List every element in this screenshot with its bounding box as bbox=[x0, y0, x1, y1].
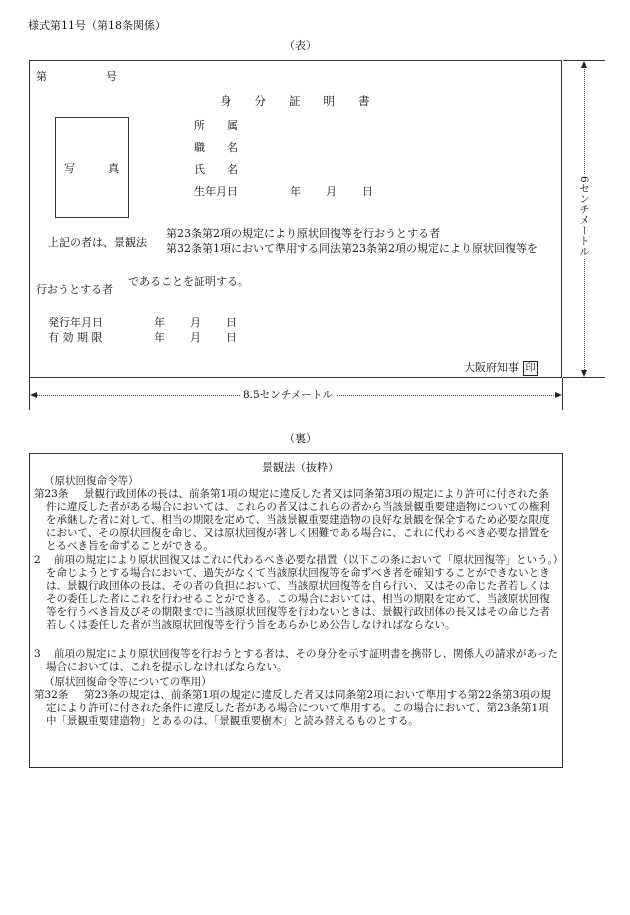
back-side-label: （裏） bbox=[284, 432, 317, 445]
heading-restoration-order: （原状回復命令等） bbox=[44, 475, 139, 487]
article-32-label: 第32条 bbox=[34, 689, 69, 701]
paragraph-2-number: 2 bbox=[34, 554, 41, 566]
issuer bbox=[464, 361, 538, 376]
validity-label: 有 効 期 限 bbox=[48, 331, 103, 344]
height-guide-bottom bbox=[563, 377, 605, 378]
card-number-suffix: 号 bbox=[106, 70, 117, 83]
issuer-name: 大阪府知事 bbox=[464, 361, 519, 374]
card-title: 身 分 証 明 書 bbox=[220, 94, 370, 108]
affiliation-label: 所 属 bbox=[194, 119, 238, 132]
issue-date-label: 発行年月日 bbox=[48, 316, 103, 329]
statement-lead: 上記の者は、景観法 bbox=[48, 236, 147, 249]
height-dimension-label: 6センチメートル bbox=[578, 176, 590, 257]
width-dimension-label: 8.5センチメートル bbox=[240, 389, 336, 402]
validity-day-unit: 日 bbox=[226, 331, 237, 344]
birth-year-unit: 年 bbox=[290, 185, 301, 198]
issue-day-unit: 日 bbox=[226, 316, 237, 329]
article-23-label: 第23条 bbox=[34, 488, 69, 500]
birth-day-unit: 日 bbox=[362, 185, 373, 198]
arrow-right-icon bbox=[555, 392, 562, 398]
statement-option-2-cont: 行おうとする者 bbox=[36, 283, 113, 296]
arrow-down-icon bbox=[581, 370, 587, 377]
arrow-up-icon bbox=[581, 61, 587, 68]
article-32-text: 第23条の規定は、前条第1項の規定に違反した者又は同条第2項において準用する第22条第3項の規定により許可に付された条件に違反した者がある場合について準用する。この場合において、第23条第1項中「景観重要建造物」とあるのは、「景観重要樹木」と読み替えるものとする。 bbox=[46, 689, 551, 727]
issue-month-unit: 月 bbox=[190, 316, 201, 329]
name-label: 氏 名 bbox=[194, 163, 238, 176]
validity-month-unit: 月 bbox=[190, 331, 201, 344]
job-title-label: 職 名 bbox=[194, 141, 238, 154]
birth-date-label: 生年月日 bbox=[194, 185, 238, 198]
photo-label: 写 真 bbox=[64, 162, 119, 175]
birth-month-unit: 月 bbox=[326, 185, 337, 198]
form-number-label: 様式第11号（第18条関係） bbox=[28, 19, 166, 32]
validity-year-unit: 年 bbox=[154, 331, 165, 344]
issue-year-unit: 年 bbox=[154, 316, 165, 329]
arrow-left-icon bbox=[30, 392, 37, 398]
seal-stamp: 印 bbox=[523, 361, 538, 376]
front-side-label: （表） bbox=[284, 39, 317, 52]
paragraph-3-number: 3 bbox=[34, 648, 41, 660]
article-23-text: 景観行政団体の長は、前条第1項の規定に違反した者又は同条第3項の規定により許可に付された条件に違反した者がある場合においては、これらの者又はこれらの者から当該景観重要建造物についての権利を承継した者に対して、相当の期限を定めて、当該景観重要建造物の良好な景観を保全するため必要な限度において、その原状回復を命じ、又は原状回復が著しく困難である場合に、これに代わるべき必要な措置をとるべき旨を命ずることができる。 bbox=[46, 488, 550, 552]
statement-option-2: 第32条第1項において準用する同法第23条第2項の規定により原状回復等を bbox=[166, 242, 538, 255]
width-guide-right bbox=[562, 378, 563, 410]
paragraph-2-text: 前項の規定により原状回復又はこれに代わるべき必要な措置（以下この条において「原状回復等」という。）を命じようとする場合において、過失がなくて当該原状回復等を命ずべき者を確知することができないときは、景観行政団体の長は、その者の負担において、当該原状回復等を自ら行い、又はその命じた者若しくはその委任した者にこれを行わせることができる。この場合においては、相当の期限を定めて、当該原状回復等を行うべき旨及びその期限までに当該原状回復等を行わないときは、景観行政団体の長又はその命じた者若しくは委任した者が当該原状回復等を行う旨をあらかじめ公告しなければならない。 bbox=[46, 554, 558, 631]
heading-application: （原状回復命令等についての準用） bbox=[44, 676, 212, 688]
statement-tail: であることを証明する。 bbox=[128, 275, 249, 288]
statement-option-1: 第23条第2項の規定により原状回復等を行おうとする者 bbox=[166, 227, 440, 240]
card-number-prefix: 第 bbox=[36, 70, 47, 83]
paragraph-3-text: 前項の規定により原状回復等を行おうとする者は、その身分を示す証明書を携帯し、関係人の請求があった場合においては、これを提示しなければならない。 bbox=[46, 648, 558, 673]
back-title: 景観法（抜粋） bbox=[262, 461, 339, 474]
